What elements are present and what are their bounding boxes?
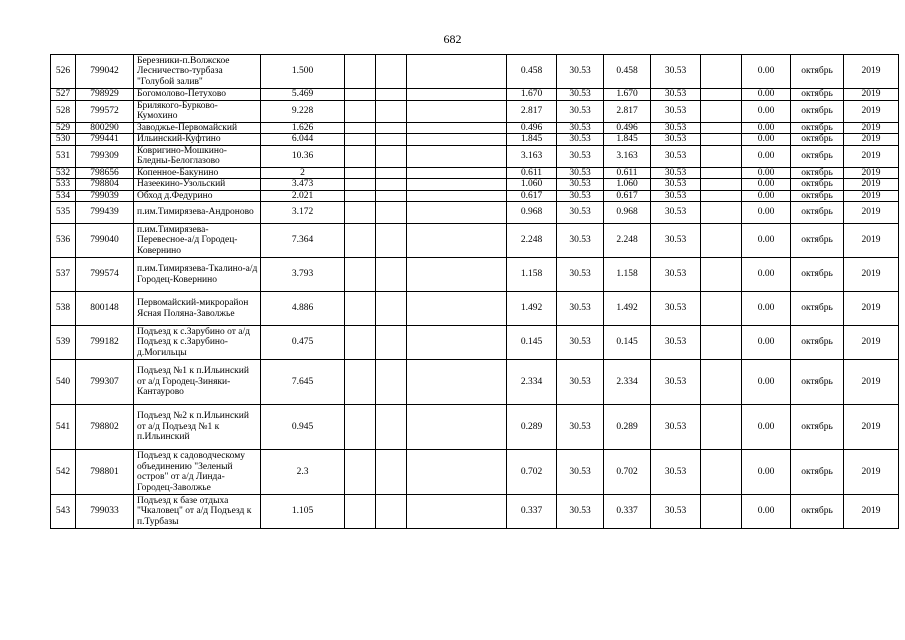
length-cell: 2 — [261, 167, 345, 179]
value-2-cell: 30.53 — [557, 167, 604, 179]
table-row — [51, 55, 899, 89]
length-cell: 0.945 — [261, 405, 345, 450]
empty-cell — [701, 145, 742, 167]
year-cell: 2019 — [844, 55, 899, 89]
road-name-cell: Подъезд №1 к п.Ильинский от а/д Городец-Зиняки-Кантаурово — [134, 360, 261, 405]
value-2-cell: 30.53 — [557, 360, 604, 405]
road-code-cell: 799182 — [76, 326, 134, 360]
row-number-cell: 541 — [51, 405, 76, 450]
empty-cell — [407, 179, 507, 191]
table-row — [51, 89, 899, 101]
empty-cell — [701, 202, 742, 224]
value-2-cell: 30.53 — [557, 190, 604, 202]
road-code-cell: 800290 — [76, 122, 134, 134]
value-5-cell: 0.00 — [742, 450, 791, 495]
empty-cell — [701, 450, 742, 495]
empty-cell — [376, 202, 407, 224]
value-1-cell: 0.496 — [507, 122, 557, 134]
month-cell: октябрь — [791, 167, 844, 179]
table-row — [51, 224, 899, 258]
table-row — [51, 145, 899, 167]
month-cell: октябрь — [791, 55, 844, 89]
road-name-cell: п.им.Тимирязева-Андроново — [134, 202, 261, 224]
value-2-cell: 30.53 — [557, 55, 604, 89]
value-2-cell: 30.53 — [557, 495, 604, 529]
month-cell: октябрь — [791, 292, 844, 326]
empty-cell — [407, 405, 507, 450]
empty-cell — [407, 450, 507, 495]
row-number-cell: 530 — [51, 134, 76, 146]
page-number: 682 — [443, 32, 462, 46]
value-1-cell: 1.492 — [507, 292, 557, 326]
road-code-cell: 800148 — [76, 292, 134, 326]
empty-cell — [407, 167, 507, 179]
value-4-cell: 30.53 — [651, 202, 701, 224]
value-3-cell: 1.060 — [604, 179, 651, 191]
road-name-cell: Подъезд к садоводческому объединению "Зеленый остров" от а/д Линда-Городец-Заволжье — [134, 450, 261, 495]
empty-cell — [407, 89, 507, 101]
roads-table — [50, 54, 899, 529]
value-4-cell: 30.53 — [651, 360, 701, 405]
value-2-cell: 30.53 — [557, 89, 604, 101]
value-1-cell: 2.817 — [507, 100, 557, 122]
value-5-cell: 0.00 — [742, 326, 791, 360]
length-cell: 7.364 — [261, 224, 345, 258]
value-5-cell: 0.00 — [742, 145, 791, 167]
value-3-cell: 2.248 — [604, 224, 651, 258]
length-cell: 4.886 — [261, 292, 345, 326]
empty-cell — [345, 292, 376, 326]
value-1-cell: 1.158 — [507, 258, 557, 292]
row-number-cell: 527 — [51, 89, 76, 101]
length-cell: 9.228 — [261, 100, 345, 122]
empty-cell — [376, 326, 407, 360]
empty-cell — [376, 360, 407, 405]
value-1-cell: 1.670 — [507, 89, 557, 101]
length-cell: 1.626 — [261, 122, 345, 134]
year-cell: 2019 — [844, 450, 899, 495]
empty-cell — [376, 134, 407, 146]
empty-cell — [345, 134, 376, 146]
year-cell: 2019 — [844, 167, 899, 179]
empty-cell — [345, 258, 376, 292]
length-cell: 10.36 — [261, 145, 345, 167]
road-code-cell: 799307 — [76, 360, 134, 405]
length-cell: 2.021 — [261, 190, 345, 202]
length-cell: 6.044 — [261, 134, 345, 146]
row-number-cell: 534 — [51, 190, 76, 202]
empty-cell — [701, 134, 742, 146]
value-2-cell: 30.53 — [557, 145, 604, 167]
value-3-cell: 1.845 — [604, 134, 651, 146]
table-row — [51, 495, 899, 529]
length-cell: 7.645 — [261, 360, 345, 405]
road-code-cell: 798656 — [76, 167, 134, 179]
year-cell: 2019 — [844, 190, 899, 202]
value-2-cell: 30.53 — [557, 405, 604, 450]
empty-cell — [407, 292, 507, 326]
road-code-cell: 799042 — [76, 55, 134, 89]
empty-cell — [345, 122, 376, 134]
month-cell: октябрь — [791, 134, 844, 146]
value-1-cell: 2.248 — [507, 224, 557, 258]
value-5-cell: 0.00 — [742, 405, 791, 450]
empty-cell — [701, 190, 742, 202]
length-cell: 2.3 — [261, 450, 345, 495]
value-5-cell: 0.00 — [742, 89, 791, 101]
month-cell: октябрь — [791, 258, 844, 292]
empty-cell — [345, 405, 376, 450]
road-code-cell: 798804 — [76, 179, 134, 191]
value-4-cell: 30.53 — [651, 292, 701, 326]
empty-cell — [701, 360, 742, 405]
empty-cell — [376, 450, 407, 495]
road-name-cell: Ковригино-Мошкино-Бледны-Белоглазово — [134, 145, 261, 167]
month-cell: октябрь — [791, 89, 844, 101]
empty-cell — [701, 179, 742, 191]
year-cell: 2019 — [844, 224, 899, 258]
value-1-cell: 0.617 — [507, 190, 557, 202]
empty-cell — [701, 292, 742, 326]
empty-cell — [376, 179, 407, 191]
row-number-cell: 533 — [51, 179, 76, 191]
empty-cell — [701, 326, 742, 360]
empty-cell — [345, 145, 376, 167]
empty-cell — [345, 179, 376, 191]
year-cell: 2019 — [844, 405, 899, 450]
road-code-cell: 799572 — [76, 100, 134, 122]
empty-cell — [376, 167, 407, 179]
table-row — [51, 326, 899, 360]
empty-cell — [345, 89, 376, 101]
value-4-cell: 30.53 — [651, 145, 701, 167]
length-cell: 3.473 — [261, 179, 345, 191]
empty-cell — [376, 258, 407, 292]
year-cell: 2019 — [844, 258, 899, 292]
road-name-cell: Назеекино-Узольский — [134, 179, 261, 191]
value-3-cell: 1.158 — [604, 258, 651, 292]
month-cell: октябрь — [791, 224, 844, 258]
month-cell: октябрь — [791, 202, 844, 224]
road-code-cell: 799441 — [76, 134, 134, 146]
row-number-cell: 540 — [51, 360, 76, 405]
value-4-cell: 30.53 — [651, 55, 701, 89]
empty-cell — [345, 55, 376, 89]
empty-cell — [345, 190, 376, 202]
value-3-cell: 0.702 — [604, 450, 651, 495]
road-code-cell: 799574 — [76, 258, 134, 292]
empty-cell — [701, 100, 742, 122]
row-number-cell: 531 — [51, 145, 76, 167]
value-1-cell: 0.702 — [507, 450, 557, 495]
road-code-cell: 799309 — [76, 145, 134, 167]
empty-cell — [376, 89, 407, 101]
value-4-cell: 30.53 — [651, 179, 701, 191]
year-cell: 2019 — [844, 134, 899, 146]
row-number-cell: 526 — [51, 55, 76, 89]
empty-cell — [345, 167, 376, 179]
table-body — [51, 55, 899, 529]
road-name-cell: Обход д.Федурино — [134, 190, 261, 202]
empty-cell — [407, 145, 507, 167]
road-name-cell: Ильинский-Куфтино — [134, 134, 261, 146]
value-4-cell: 30.53 — [651, 122, 701, 134]
road-code-cell: 798802 — [76, 405, 134, 450]
value-5-cell: 0.00 — [742, 360, 791, 405]
empty-cell — [407, 55, 507, 89]
road-code-cell: 798801 — [76, 450, 134, 495]
value-4-cell: 30.53 — [651, 258, 701, 292]
empty-cell — [407, 100, 507, 122]
value-3-cell: 2.817 — [604, 100, 651, 122]
empty-cell — [407, 134, 507, 146]
value-5-cell: 0.00 — [742, 167, 791, 179]
empty-cell — [345, 100, 376, 122]
value-1-cell: 2.334 — [507, 360, 557, 405]
year-cell: 2019 — [844, 89, 899, 101]
empty-cell — [701, 122, 742, 134]
value-2-cell: 30.53 — [557, 100, 604, 122]
value-4-cell: 30.53 — [651, 89, 701, 101]
value-3-cell: 1.492 — [604, 292, 651, 326]
value-2-cell: 30.53 — [557, 134, 604, 146]
value-1-cell: 0.611 — [507, 167, 557, 179]
empty-cell — [376, 190, 407, 202]
value-5-cell: 0.00 — [742, 292, 791, 326]
year-cell: 2019 — [844, 495, 899, 529]
row-number-cell: 537 — [51, 258, 76, 292]
length-cell: 3.172 — [261, 202, 345, 224]
row-number-cell: 536 — [51, 224, 76, 258]
empty-cell — [345, 495, 376, 529]
value-3-cell: 0.337 — [604, 495, 651, 529]
row-number-cell: 528 — [51, 100, 76, 122]
empty-cell — [407, 190, 507, 202]
month-cell: октябрь — [791, 405, 844, 450]
value-3-cell: 0.611 — [604, 167, 651, 179]
row-number-cell: 543 — [51, 495, 76, 529]
road-name-cell: Копенное-Бакунино — [134, 167, 261, 179]
row-number-cell: 538 — [51, 292, 76, 326]
value-4-cell: 30.53 — [651, 405, 701, 450]
road-name-cell: Подъезд к базе отдыха "Чкаловец" от а/д Подъезд к п.Турбазы — [134, 495, 261, 529]
empty-cell — [376, 122, 407, 134]
value-3-cell: 1.670 — [604, 89, 651, 101]
empty-cell — [407, 224, 507, 258]
empty-cell — [376, 292, 407, 326]
year-cell: 2019 — [844, 122, 899, 134]
row-number-cell: 532 — [51, 167, 76, 179]
value-3-cell: 0.289 — [604, 405, 651, 450]
table-row — [51, 292, 899, 326]
year-cell: 2019 — [844, 179, 899, 191]
road-code-cell: 799040 — [76, 224, 134, 258]
road-name-cell: Брилякого-Бурково-Кумохино — [134, 100, 261, 122]
value-1-cell: 0.337 — [507, 495, 557, 529]
value-2-cell: 30.53 — [557, 179, 604, 191]
table-row — [51, 134, 899, 146]
year-cell: 2019 — [844, 202, 899, 224]
empty-cell — [376, 495, 407, 529]
table-row — [51, 167, 899, 179]
value-2-cell: 30.53 — [557, 122, 604, 134]
value-3-cell: 0.496 — [604, 122, 651, 134]
value-1-cell: 0.289 — [507, 405, 557, 450]
value-5-cell: 0.00 — [742, 122, 791, 134]
value-5-cell: 0.00 — [742, 190, 791, 202]
empty-cell — [376, 100, 407, 122]
road-name-cell: Первомайский-микрорайон Ясная Поляна-Заволжье — [134, 292, 261, 326]
value-3-cell: 3.163 — [604, 145, 651, 167]
value-3-cell: 0.617 — [604, 190, 651, 202]
value-4-cell: 30.53 — [651, 326, 701, 360]
length-cell: 1.105 — [261, 495, 345, 529]
empty-cell — [407, 495, 507, 529]
empty-cell — [701, 55, 742, 89]
value-3-cell: 0.458 — [604, 55, 651, 89]
road-code-cell: 799039 — [76, 190, 134, 202]
value-5-cell: 0.00 — [742, 134, 791, 146]
empty-cell — [376, 224, 407, 258]
row-number-cell: 535 — [51, 202, 76, 224]
road-name-cell: п.им.Тимирязева-Перевесное-а/д Городец-Ковернино — [134, 224, 261, 258]
road-code-cell: 798929 — [76, 89, 134, 101]
table-row — [51, 100, 899, 122]
value-2-cell: 30.53 — [557, 292, 604, 326]
month-cell: октябрь — [791, 100, 844, 122]
value-1-cell: 1.845 — [507, 134, 557, 146]
value-5-cell: 0.00 — [742, 258, 791, 292]
month-cell: октябрь — [791, 190, 844, 202]
empty-cell — [701, 405, 742, 450]
empty-cell — [345, 326, 376, 360]
table-row — [51, 202, 899, 224]
empty-cell — [407, 202, 507, 224]
value-3-cell: 2.334 — [604, 360, 651, 405]
table-row — [51, 179, 899, 191]
value-5-cell: 0.00 — [742, 100, 791, 122]
year-cell: 2019 — [844, 145, 899, 167]
length-cell: 0.475 — [261, 326, 345, 360]
value-1-cell: 1.060 — [507, 179, 557, 191]
empty-cell — [376, 145, 407, 167]
table-row — [51, 122, 899, 134]
empty-cell — [345, 224, 376, 258]
road-name-cell: Березники-п.Волжское Лесничество-турбаза "Голубой залив" — [134, 55, 261, 89]
road-code-cell: 799439 — [76, 202, 134, 224]
value-2-cell: 30.53 — [557, 258, 604, 292]
table-row — [51, 258, 899, 292]
value-5-cell: 0.00 — [742, 202, 791, 224]
value-2-cell: 30.53 — [557, 326, 604, 360]
month-cell: октябрь — [791, 122, 844, 134]
value-2-cell: 30.53 — [557, 450, 604, 495]
value-5-cell: 0.00 — [742, 224, 791, 258]
value-2-cell: 30.53 — [557, 224, 604, 258]
value-4-cell: 30.53 — [651, 190, 701, 202]
empty-cell — [376, 405, 407, 450]
road-name-cell: Подъезд №2 к п.Ильинский от а/д Подъезд №1 к п.Ильинский — [134, 405, 261, 450]
month-cell: октябрь — [791, 145, 844, 167]
year-cell: 2019 — [844, 326, 899, 360]
value-1-cell: 3.163 — [507, 145, 557, 167]
empty-cell — [701, 258, 742, 292]
month-cell: октябрь — [791, 360, 844, 405]
road-name-cell: Подъезд к с.Зарубино от а/д Подъезд к с.Зарубино-д.Могильцы — [134, 326, 261, 360]
length-cell: 1.500 — [261, 55, 345, 89]
value-3-cell: 0.145 — [604, 326, 651, 360]
table-row — [51, 190, 899, 202]
empty-cell — [345, 360, 376, 405]
empty-cell — [407, 122, 507, 134]
empty-cell — [345, 450, 376, 495]
empty-cell — [701, 89, 742, 101]
value-1-cell: 0.458 — [507, 55, 557, 89]
road-code-cell: 799033 — [76, 495, 134, 529]
length-cell: 3.793 — [261, 258, 345, 292]
empty-cell — [345, 202, 376, 224]
value-5-cell: 0.00 — [742, 495, 791, 529]
value-1-cell: 0.968 — [507, 202, 557, 224]
month-cell: октябрь — [791, 495, 844, 529]
value-4-cell: 30.53 — [651, 224, 701, 258]
road-name-cell: Заводжье-Первомайский — [134, 122, 261, 134]
value-3-cell: 0.968 — [604, 202, 651, 224]
value-4-cell: 30.53 — [651, 134, 701, 146]
month-cell: октябрь — [791, 179, 844, 191]
value-5-cell: 0.00 — [742, 55, 791, 89]
table-row — [51, 360, 899, 405]
empty-cell — [407, 326, 507, 360]
value-4-cell: 30.53 — [651, 495, 701, 529]
length-cell: 5.469 — [261, 89, 345, 101]
year-cell: 2019 — [844, 292, 899, 326]
value-4-cell: 30.53 — [651, 167, 701, 179]
row-number-cell: 539 — [51, 326, 76, 360]
value-1-cell: 0.145 — [507, 326, 557, 360]
value-2-cell: 30.53 — [557, 202, 604, 224]
empty-cell — [407, 360, 507, 405]
empty-cell — [376, 55, 407, 89]
row-number-cell: 529 — [51, 122, 76, 134]
empty-cell — [407, 258, 507, 292]
table-row — [51, 405, 899, 450]
empty-cell — [701, 224, 742, 258]
empty-cell — [701, 167, 742, 179]
road-name-cell: Богомолово-Петухово — [134, 89, 261, 101]
value-4-cell: 30.53 — [651, 450, 701, 495]
year-cell: 2019 — [844, 360, 899, 405]
road-name-cell: п.им.Тимирязева-Ткалино-а/д Городец-Ковернино — [134, 258, 261, 292]
table-row — [51, 450, 899, 495]
year-cell: 2019 — [844, 100, 899, 122]
value-4-cell: 30.53 — [651, 100, 701, 122]
empty-cell — [701, 495, 742, 529]
value-5-cell: 0.00 — [742, 179, 791, 191]
month-cell: октябрь — [791, 326, 844, 360]
row-number-cell: 542 — [51, 450, 76, 495]
month-cell: октябрь — [791, 450, 844, 495]
